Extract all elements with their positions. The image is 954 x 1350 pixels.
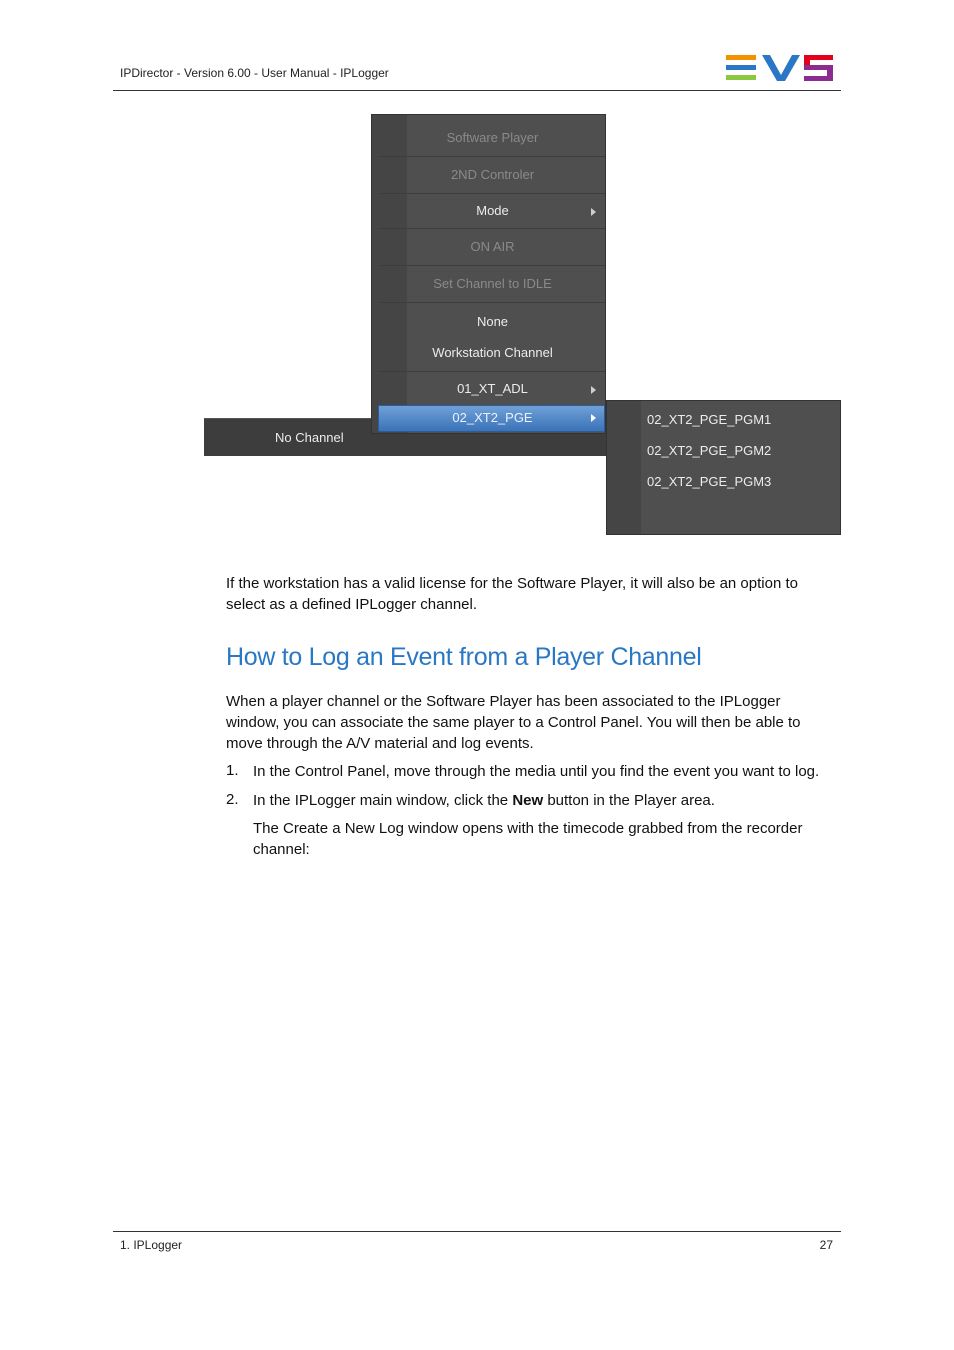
intro-paragraph: If the workstation has a valid license for the Software Player, it will also be an option to select as a defined IPLogger channel. xyxy=(226,575,798,613)
menu-item-set-channel-idle: Set Channel to IDLE xyxy=(433,276,552,291)
step-number: 2. xyxy=(226,791,239,808)
menu-item-workstation-channel[interactable]: Workstation Channel xyxy=(432,345,553,360)
footer-section: 1. IPLogger xyxy=(120,1238,183,1252)
evs-logo xyxy=(726,54,834,82)
new-button-reference: New xyxy=(512,792,544,809)
menu-item-none[interactable]: None xyxy=(476,314,509,329)
submenu-item-pgm2[interactable]: 02_XT2_PGE_PGM2 xyxy=(647,443,772,458)
menu-item-2nd-controler: 2ND Controler xyxy=(450,167,535,182)
menu-separator xyxy=(380,156,605,157)
menu-separator xyxy=(380,265,605,266)
menu-separator xyxy=(380,371,605,372)
menu-separator xyxy=(380,302,605,303)
menu-item-mode[interactable]: Mode xyxy=(476,203,509,218)
step-text-post: button in the Player area. xyxy=(543,792,715,809)
header-divider xyxy=(113,90,841,91)
step-text xyxy=(253,790,843,811)
submenu-item-pgm3[interactable]: 02_XT2_PGE_PGM3 xyxy=(647,474,772,489)
submenu-arrow-icon xyxy=(591,414,596,422)
no-channel-label: No Channel xyxy=(275,430,344,445)
page-header-title: IPDirector - Version 6.00 - User Manual - IPLogger xyxy=(120,66,389,80)
menu-separator xyxy=(380,193,605,194)
submenu-item-pgm1[interactable]: 02_XT2_PGE_PGM1 xyxy=(647,412,772,427)
step-text: In the Control Panel, move through the media until you find the event you want to log. xyxy=(253,763,820,780)
menu-item-01-xt-adl[interactable]: 01_XT_ADL xyxy=(457,381,528,396)
menu-separator xyxy=(380,228,605,229)
section-paragraph: When a player channel or the Software Player has been associated to the IPLogger window, you can associate the same player to a Control Panel. You will then be able to move through the A/V material and log events. xyxy=(226,693,801,752)
submenu-arrow-icon xyxy=(591,386,596,394)
menu-item-02-xt2-pge[interactable]: 02_XT2_PGE xyxy=(452,410,533,425)
section-heading: How to Log an Event from a Player Channel xyxy=(226,643,702,671)
menu-item-on-air: ON AIR xyxy=(470,239,515,254)
step-number: 1. xyxy=(226,762,239,779)
step-text-pre: In the IPLogger main window, click the xyxy=(253,792,513,809)
submenu-arrow-icon xyxy=(591,208,596,216)
page-number: 27 xyxy=(819,1238,833,1252)
submenu-icon-gutter xyxy=(607,401,641,534)
footer-divider xyxy=(113,1231,841,1232)
step-note: The Create a New Log window opens with the timecode grabbed from the recorder channel: xyxy=(253,820,803,858)
menu-item-software-player: Software Player xyxy=(446,130,539,145)
